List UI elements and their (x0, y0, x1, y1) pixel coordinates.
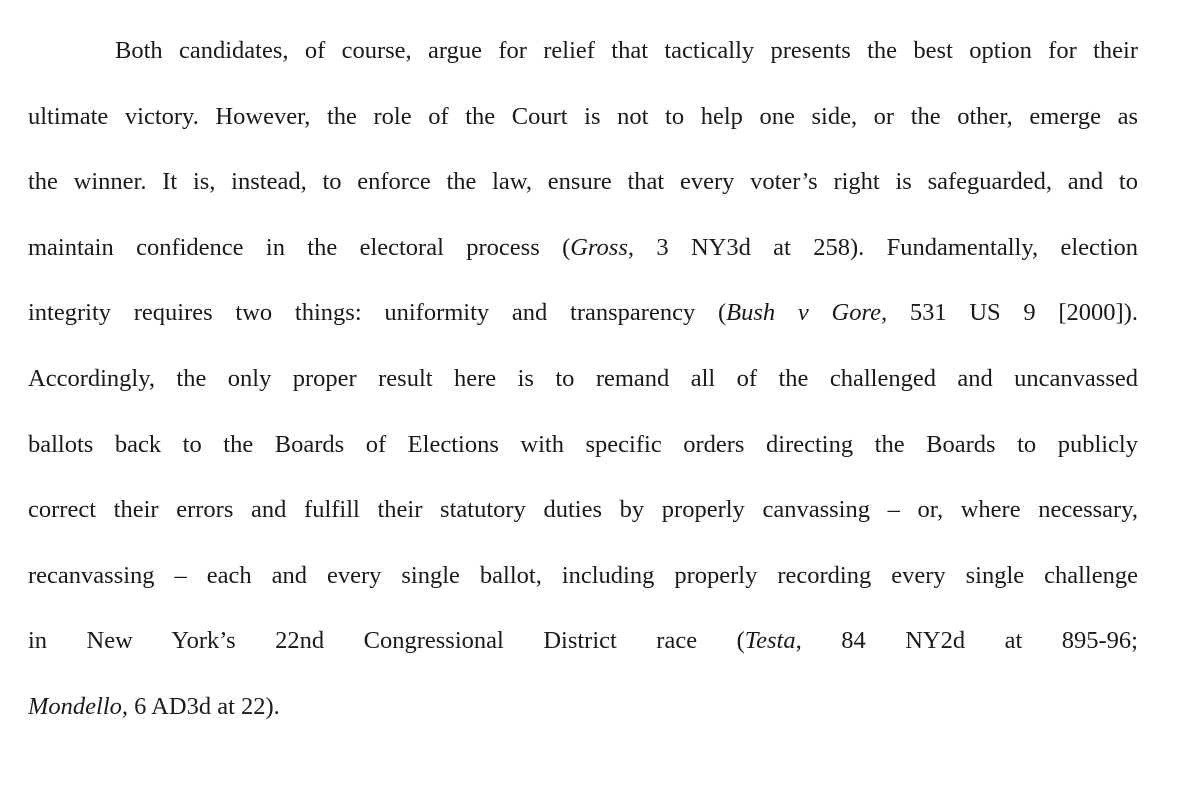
text-run: correct their errors and fulfill their statutory duties by properly canvassing – or, where necessary, (28, 496, 1138, 524)
paragraph-line (28, 477, 1138, 543)
paragraph-line (28, 346, 1138, 412)
body-paragraph (28, 18, 1138, 740)
text-run: in New York’s 22nd Congressional District race ( (28, 627, 745, 655)
text-run: ultimate victory. However, the role of the Court is not to help one side, or the other, emerge as (28, 102, 1138, 130)
paragraph-line (28, 412, 1138, 478)
text-run: 531 US 9 [2000]). (887, 299, 1138, 327)
paragraph-line (28, 280, 1138, 346)
paragraph-line (28, 543, 1138, 609)
case-citation: Mondello, (28, 692, 129, 720)
case-citation: Gross, (570, 233, 634, 261)
case-citation: Testa, (744, 627, 802, 655)
paragraph-line (28, 84, 1138, 150)
text-run: maintain confidence in the electoral process ( (28, 233, 571, 261)
text-run: recanvassing – each and every single ballot, including properly recording every single challenge (28, 561, 1138, 589)
paragraph-line (28, 149, 1138, 215)
paragraph-line (28, 674, 1138, 740)
text-run: 6 AD3d at 22). (128, 692, 280, 720)
text-run: integrity requires two things: uniformity and transparency ( (28, 299, 727, 327)
text-run: ballots back to the Boards of Elections with specific orders directing the Boards to publicly (28, 430, 1138, 458)
text-run: 3 NY3d at 258). Fundamentally, election (634, 233, 1138, 261)
paragraph-line (28, 608, 1138, 674)
text-run: Accordingly, the only proper result here is to remand all of the challenged and uncanvassed (28, 364, 1138, 392)
paragraph-line (28, 215, 1138, 281)
paragraph-line (28, 18, 1138, 84)
text-run: Both candidates, of course, argue for relief that tactically presents the best option for their (115, 37, 1138, 64)
text-run: the winner. It is, instead, to enforce the law, ensure that every voter’s right is safeguarded, and to (28, 168, 1138, 196)
text-run: 84 NY2d at 895-96; (801, 627, 1138, 655)
case-citation: Bush v Gore, (726, 299, 888, 327)
